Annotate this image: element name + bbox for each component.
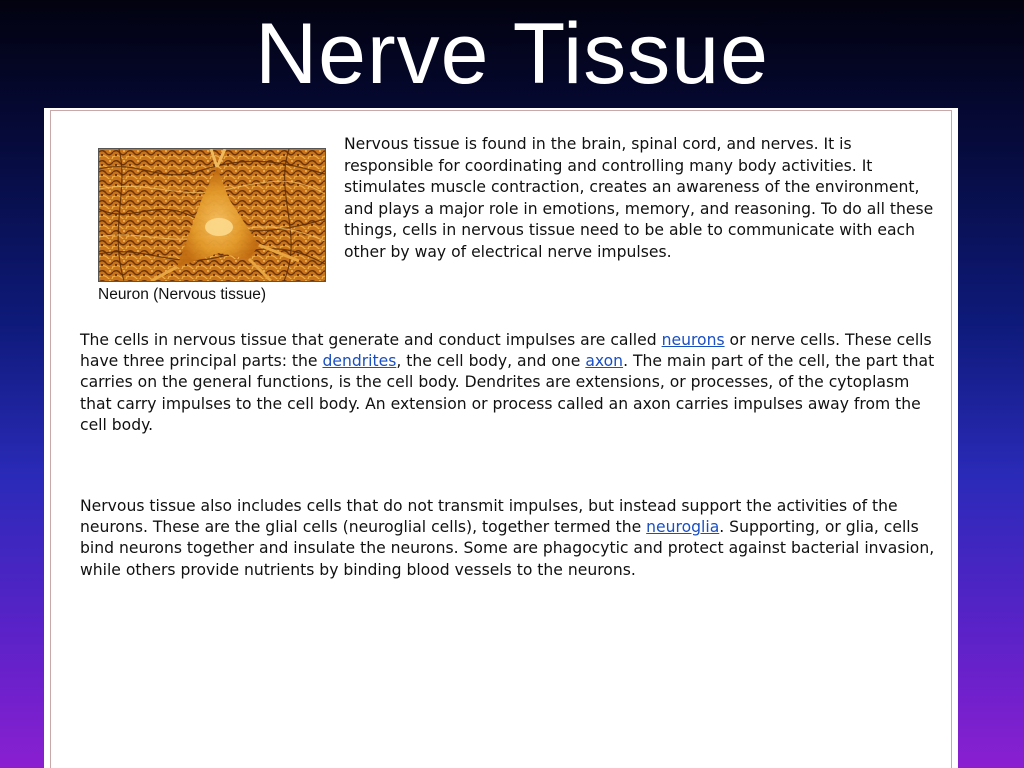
neuroglia-paragraph-text-1: Nervous tissue also includes cells that do not transmit impulses, but instead support the activities of the neurons. These are the glial cells (neuroglial cells), together termed the — [80, 497, 898, 537]
figure-caption: Neuron (Nervous tissue) — [98, 286, 266, 303]
axon-link[interactable]: axon — [585, 352, 624, 371]
slide-title: Nerve Tissue — [255, 6, 769, 102]
dendrites-link[interactable]: dendrites — [322, 352, 397, 371]
neurons-paragraph-text-1: The cells in nervous tissue that generate and conduct impulses are called — [80, 331, 662, 349]
neuron-micrograph-image — [98, 148, 326, 282]
neurons-paragraph-text-2: or nerve cells. These cells have three principal parts: the — [80, 331, 932, 371]
content-panel — [44, 108, 958, 768]
intro-paragraph: Nervous tissue is found in the brain, spinal cord, and nerves. It is responsible for coordinating and controlling many body activities. It stimulates muscle contraction, creates an awareness of the environment, and plays a major role in emotions, memory, and reasoning. To do all these things, cells in nervous tissue need to be able to communicate with each other by way of electrical nerve impulses. — [344, 135, 934, 261]
neuroglia-paragraph-text-2: . Supporting, or glia, cells bind neurons together and insulate the neurons. Some are phagocytic and protect against bacterial invasion, while others provide nutrients by binding blood vessels to the neurons. — [80, 518, 935, 579]
neurons-paragraph-text-3: , the cell body, and one — [396, 352, 586, 371]
neuroglia-link[interactable]: neuroglia — [646, 518, 720, 537]
neurons-paragraph — [80, 330, 940, 436]
neuroglia-paragraph — [80, 496, 940, 581]
neuron-figure — [98, 148, 330, 304]
neurons-paragraph-text-4: . The main part of the cell, the part that carries on the general functions, is the cell body. Dendrites are extensions, or processes, of the cytoplasm that carry impulses to the cell body. An extension or process called an axon carries impulses away from the cell body. — [80, 352, 935, 434]
neurons-link[interactable]: neurons — [661, 331, 725, 349]
